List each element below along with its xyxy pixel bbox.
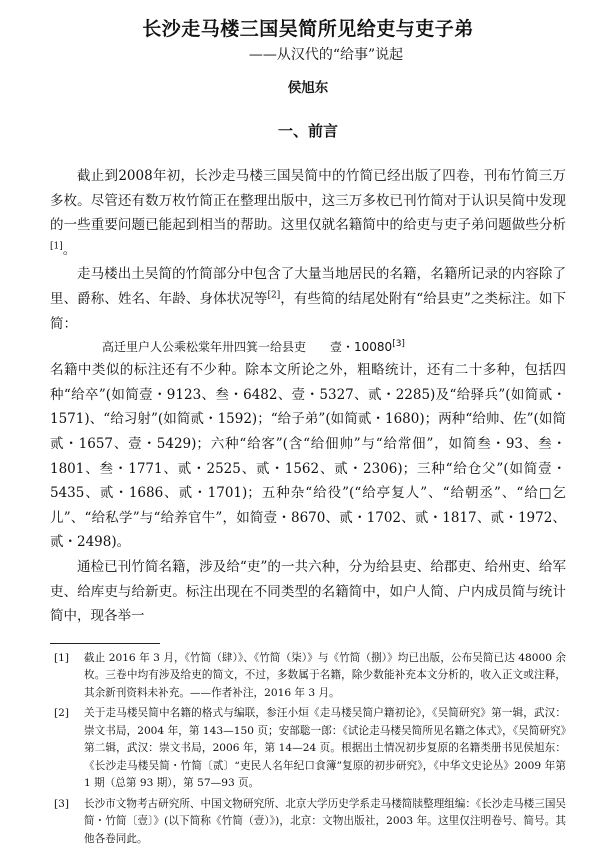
footnote-text: 长沙市文物考古研究所、中国文物研究所、北京大学历史学系走马楼简牍整理组编：《长沙走马楼三国吴简・竹简〔壹〕》(以下简称《竹简（壹）》)，北京：文物出版社，2003 年。这里仅注明卷号、简号。其他各卷同此。 <box>84 797 567 845</box>
footnote-ref-1[interactable]: [1] <box>50 241 63 252</box>
paper-title: 长沙走马楼三国吴简所见给吏与吏子弟 <box>142 18 474 40</box>
footnote <box>50 796 566 848</box>
footnotes <box>50 650 566 848</box>
footnote-ref-2[interactable]: [2] <box>267 290 281 301</box>
footnote-number: [3] <box>54 797 70 810</box>
paragraph-1: 截止到2008年初，长沙走马楼三国吴简中的竹简已经出版了四卷，刊布竹简三万多枚。尽管还有数万枚竹简正在整理出版中，这三万多枚已刊竹简对于认识吴简中发现的一些重要问题已能起到相当的帮助。这里仅就名籍简中的给吏与吏子弟问题做些分析[1]。 <box>50 168 566 258</box>
section-heading: 一、前言 <box>277 122 338 140</box>
footnote-number: [1] <box>54 651 70 664</box>
footnote <box>50 705 566 793</box>
body-text <box>50 164 566 629</box>
footnote-divider <box>50 643 160 644</box>
example-slip: 高迁里户人公乘松棠年卅四箕一给县吏 壹・10080[3] <box>102 339 405 355</box>
footnote-ref-3[interactable]: [3] <box>392 339 405 350</box>
footnote-text: 关于走马楼吴简中名籍的格式与编联，参汪小烜《走马楼吴简户籍初论》，《吴简研究》第一辑，武汉：崇文书局，2004 年，第 143—150 页；安部聡一郎：《试论走马楼吴简所见名籍之体式》，《吴简研究》第二辑，武汉：崇文书局，2006 年，第 14—24 页。根据出土情况初步复原的名籍类册书见侯旭东：《长沙走马楼吴简・竹简〔贰〕“吏民人名年纪口食簿”复原的初步研究》，《中华文史论丛》2009 年第 1 期（总第 93 期），第 57—93 页。 <box>84 707 566 790</box>
paragraph-4: 通检已刊竹简名籍，涉及给“吏”的一共六种，分为给县吏、给郡吏、给州吏、给军吏、给库吏与给新吏。标注出现在不同类型的名籍简中，如户人简、户内成员简与统计简中，现各举一 <box>50 558 566 625</box>
paragraph-3: 名籍中类似的标注还有不少种。除本文所论之外，粗略统计，还有二十多种，包括四种“给卒”(如简壹・9123、叁・6482、壹・5327、贰・2285)及“给驿兵”(如简贰・1571)、“给习射”(如简贰・1592)；“给子弟”(如简贰・1680)；两种“给帅、佐”(如简贰・1657、壹・5429)；六种“给客”(含“给佃帅”与“给常佃”，如简叁・93、叁・1801、叁・1771、贰・2525、贰・1562、贰・2306)；三种“给仓父”(如简壹・5435、贰・1686、贰・1701)；五种杂“给役”(“给亭复人”、“给朝丞”、“给□乞儿”、“给私学”与“给养官牛”，如简壹・8670、贰・1702、贰・1817、贰・1972、贰・2498)。 <box>50 362 566 551</box>
footnote-text: 截止 2016 年 3 月，《竹简（肆）》、《竹简（柒）》与《竹简（捌）》均已出版，公布吴简已达 48000 余枚。三卷中均有涉及给吏的简文，不过，多数属于名籍，除少数能补充本文分析的，收入正文或注释，其余新刊资料未补充。——作者补注，2016 年 3 月。 <box>84 651 566 699</box>
author-name: 侯旭东 <box>287 80 329 96</box>
paper-subtitle: ——从汉代的“给事”说起 <box>248 47 404 63</box>
paragraph-2: 走马楼出土吴简的竹简部分中包含了大量当地居民的名籍，名籍所记录的内容除了里、爵称、姓名、年龄、身体状况等[2]，有些简的结尾处附有“给县吏”之类标注。如下简： <box>50 266 566 332</box>
footnote-number: [2] <box>54 707 70 720</box>
footnote <box>50 650 566 703</box>
